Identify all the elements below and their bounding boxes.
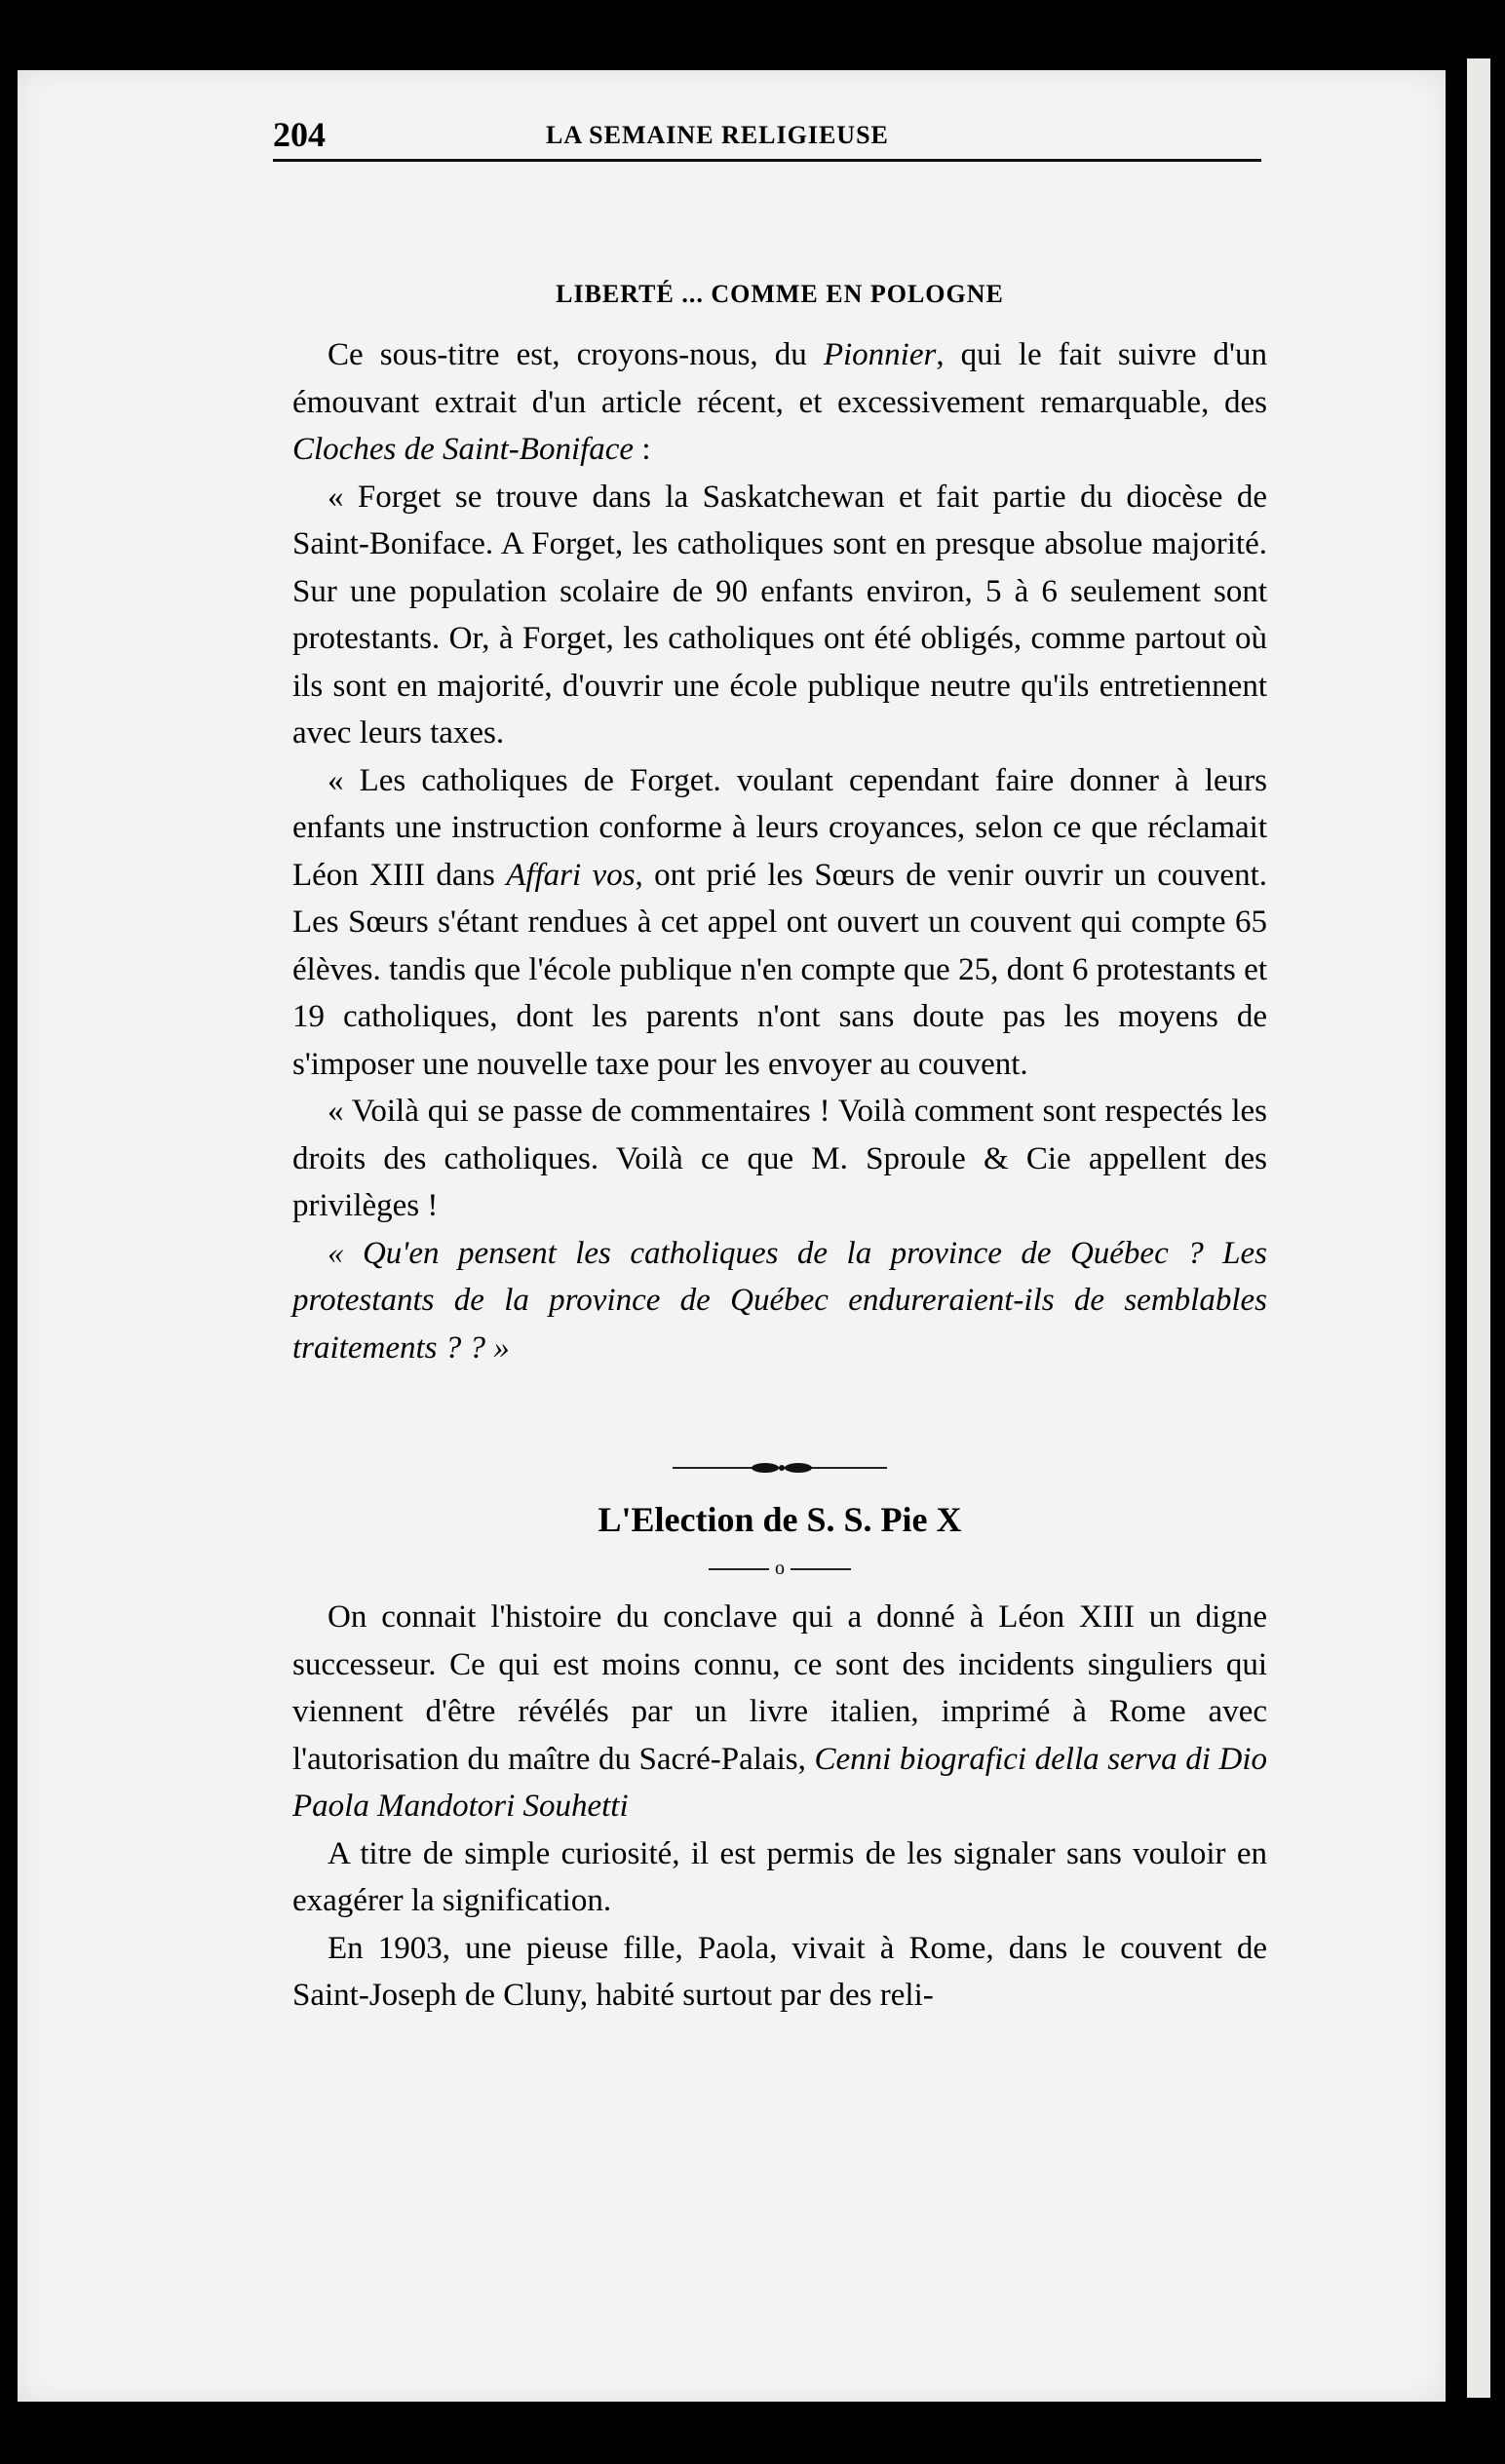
couvent-italic-affari: Affari vos xyxy=(506,857,636,893)
intro-italic-pionnier: Pionnier xyxy=(823,337,937,372)
section1-body xyxy=(292,331,1267,1371)
quote-paragraph-forget: « Forget se trouve dans la Saskatchewan et fait partie du diocèse de Saint-Boniface. A Forget, les catholiques sont en presque absolue majorité. Sur une population scolaire de 90 enfants environ, 5 à 6 seulement sont protestants. Or, à Forget, les catholiques ont été obligés, comme partout où ils sont en majorité, d'ouvrir une école publique neutre qu'ils entretiennent avec leurs taxes. xyxy=(292,479,1267,751)
page-gutter-shadow xyxy=(1446,29,1467,2407)
section-heading: LIBERTÉ ... COMME EN POLOGNE xyxy=(556,280,1004,308)
curiosite-paragraph: A titre de simple curiosité, il est permis de les signaler sans vouloir en exagérer la signification. xyxy=(292,1835,1267,1918)
conclave-italic-title: Cenni biografici della serva di Dio Paola Mandotori Souhetti xyxy=(292,1741,1268,1824)
small-divider xyxy=(292,1558,1267,1587)
intro-paragraph xyxy=(292,331,1267,474)
next-page-edge xyxy=(1467,58,1490,2398)
divider-o: o xyxy=(775,1558,785,1579)
intro-italic-cloches: Cloches de Saint-Boniface xyxy=(292,432,635,467)
quote-paragraph-commentaires: « Voilà qui se passe de commentaires ! Voilà comment sont respectés les droits des catholiques. Voilà ce que M. Sproule & Cie appellent des privilèges ! xyxy=(292,1094,1267,1223)
conclave-text: On connait l'histoire du conclave qui a donné à Léon XIII un digne successeur. Ce qui est moins connu, ce sont des incidents singuliers qui viennent d'être révélés par un livre italien, imprimé à Rome avec l'autorisation du maître du Sacré-Palais, xyxy=(292,1599,1267,1777)
divider-line-left xyxy=(709,1568,769,1570)
intro-text-1: Ce sous-titre est, croyons-nous, du xyxy=(328,337,824,372)
ornament-divider xyxy=(673,1462,887,1474)
intro-text-2: , qui le fait suivre d'un émouvant extrait d'un article récent, et excessivement remarquable, des xyxy=(292,337,1267,420)
conclave-paragraph xyxy=(292,1594,1267,1830)
couvent-text-2: , ont prié les Sœurs de venir ouvrir un couvent. Les Sœurs s'étant rendues à cet appel ont ouvert un couvent qui compte 65 élèves. tandis que l'école publique n'en compte que 25, dont 6 protestants et 19 catholiques, dont les parents n'ont sans doute pas les moyens de s'imposer une nouvelle taxe pour les envoyer au couvent. xyxy=(292,857,1268,1082)
article-title: L'Election de S. S. Pie X xyxy=(598,1500,962,1539)
quote-paragraph-quebec: « Qu'en pensent les catholiques de la province de Québec ? Les protestants de la province de Québec endureraient-ils de semblables traitements ? ? » xyxy=(292,1235,1267,1366)
couvent-text-1: « Les catholiques de Forget. voulant cependant faire donner à leurs enfants une instruction conforme à leurs croyances, selon ce que réclamait Léon XIII dans xyxy=(292,762,1267,893)
divider-line-right xyxy=(791,1568,851,1570)
quote-paragraph-couvent xyxy=(292,757,1267,1089)
paola-paragraph: En 1903, une pieuse fille, Paola, vivait à Rome, dans le couvent de Saint-Joseph de Cluny, habité surtout par des reli- xyxy=(292,1930,1267,2013)
intro-text-3: : xyxy=(634,432,651,467)
running-header xyxy=(273,115,1261,162)
page-number: 204 xyxy=(273,115,326,154)
running-title: LA SEMAINE RELIGIEUSE xyxy=(546,121,889,149)
section2-body xyxy=(292,1594,1267,2020)
